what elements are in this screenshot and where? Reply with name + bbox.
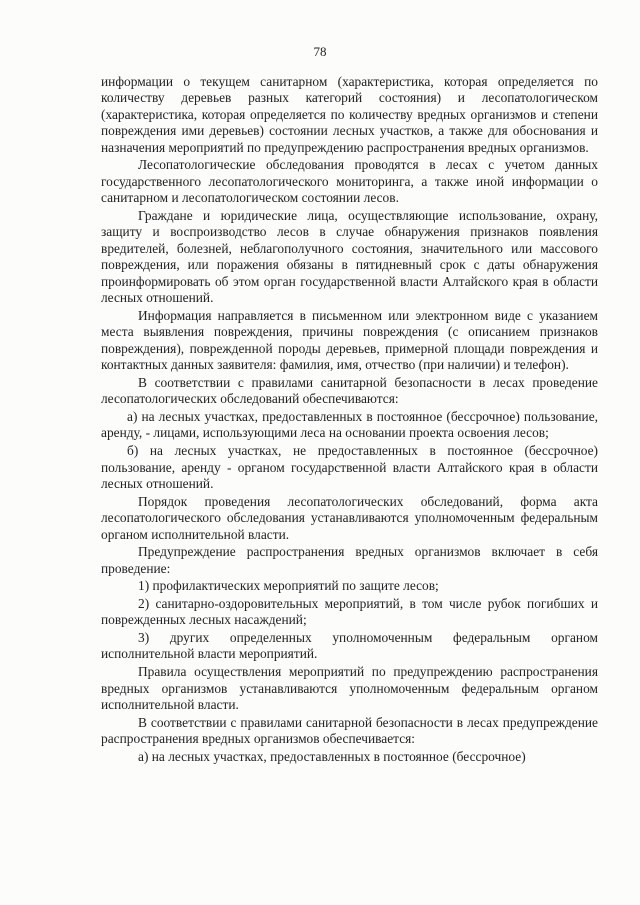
paragraph: В соответствии с правилами санитарной безопасности в лесах предупреждение распространения вредных организмов обеспечивается: [101, 714, 598, 747]
list-item: 2) санитарно-оздоровительных мероприятий, в том числе рубок погибших и поврежденных лесных насаждений; [101, 595, 598, 628]
paragraph: Порядок проведения лесопатологических обследований, форма акта лесопатологического обследования устанавливаются уполномоченным федеральным органом исполнительной власти. [101, 493, 598, 542]
page-number: 78 [313, 44, 327, 59]
list-item: а) на лесных участках, предоставленных в постоянное (бессрочное) пользование, аренду, - лицами, использующими леса на основании проекта освоения лесов; [101, 409, 598, 441]
list-item: б) на лесных участках, не предоставленных в постоянное (бессрочное) пользование, аренду - органом государственной власти Алтайского края в области лесных отношений. [101, 443, 598, 491]
list-item: а) на лесных участках, предоставленных в постоянное (бессрочное) [138, 748, 526, 764]
paragraph: В соответствии с правилами санитарной безопасности в лесах проведение лесопатологических обследований обеспечиваются: [101, 374, 598, 407]
paragraph: Информация направляется в письменном или электронном виде с указанием места выявления повреждения, причины повреждения (с описанием признаков повреждения), поврежденной породы деревьев, примерной площади повреждения и контактных данных заявителя: фамилия, имя, отчество (при наличии) и телефон). [101, 307, 598, 373]
paragraph: Предупреждение распространения вредных организмов включает в себя проведение: [101, 544, 598, 576]
list-item: 1) профилактических мероприятий по защите лесов; [138, 578, 439, 594]
paragraph: Правила осуществления мероприятий по предупреждению распространения вредных организмов устанавливаются уполномоченным федеральным органом исполнительной власти. [101, 664, 598, 713]
paragraph: Граждане и юридические лица, осуществляющие использование, охрану, защиту и воспроизводство лесов в случае обнаружения признаков появления вредителей, болезней, неблагополучного состояния, значительного или массового повреждения, или поражения обязаны в пятидневный срок с даты обнаружения проинформировать об этом орган государственной власти Алтайского края в области лесных отношений. [101, 208, 598, 306]
paragraph: Лесопатологические обследования проводятся в лесах с учетом данных государственного лесопатологического мониторинга, а также иной информации о санитарном и лесопатологическом состоянии лесов. [101, 157, 598, 206]
body-text [101, 74, 598, 766]
paragraph: информации о текущем санитарном (характеристика, которая определяется по количеству деревьев разных категорий состояния) и лесопатологическом (характеристика, которая определяется по количеству вредных организмов и степени повреждения ими деревьев) состоянии лесных участков, а также для обоснования и назначения мероприятий по предупреждению распространения вредных организмов. [101, 74, 598, 155]
list-item: 3) других определенных уполномоченным федеральным органом исполнительной власти мероприятий. [101, 630, 598, 662]
